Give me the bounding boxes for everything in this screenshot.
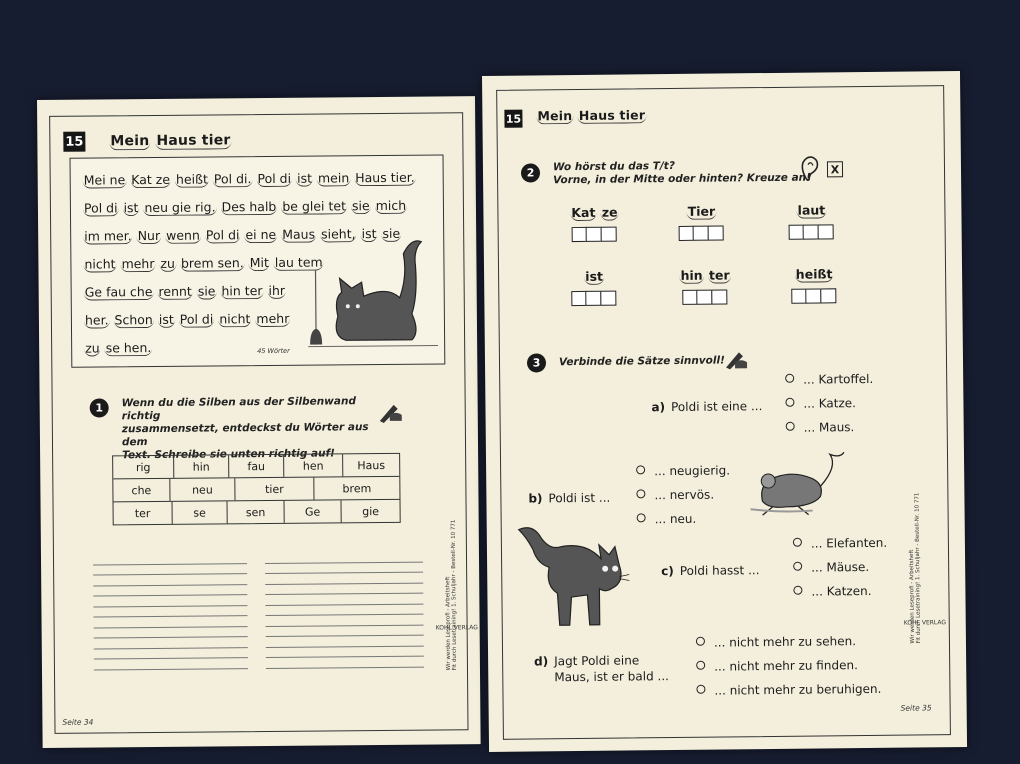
story-word: Pol di. — [213, 171, 252, 187]
title-syllable: Mein — [110, 133, 150, 150]
t-word-item: Kat ze — [561, 204, 627, 242]
publisher-logo: KOHL VERLAG — [903, 619, 947, 627]
position-boxes[interactable] — [672, 225, 732, 241]
t-word-item: Tier — [671, 203, 731, 241]
position-boxes[interactable] — [562, 226, 628, 242]
story-word: sie — [197, 283, 216, 299]
syllable-cell: gie — [362, 504, 380, 518]
story-word: Ge fau che — [84, 283, 153, 300]
story-word: Schon — [114, 311, 153, 328]
story-word: Pol di — [83, 200, 118, 216]
t-word-item: laut — [781, 202, 841, 240]
syllable-cell: neu — [170, 478, 235, 501]
page-number: Seite 34 — [62, 717, 94, 727]
pencil-hand-icon — [376, 399, 406, 425]
option-circle[interactable] — [637, 513, 646, 522]
writing-lines-left[interactable] — [93, 553, 248, 664]
title-syllable: Mein — [537, 108, 573, 124]
answer-option[interactable]: ... Mäuse. — [793, 560, 869, 575]
answer-option[interactable]: ... Katze. — [785, 396, 856, 411]
story-word: be glei tet — [282, 198, 347, 214]
syllable-cell: tier — [235, 478, 314, 501]
page-number: Seite 35 — [900, 703, 932, 713]
task-1-instruction: Wenn du die Silben aus der Silbenwand richtig zusammensetzt, entdeckst du Wörter aus dem Text. Schreibe sie unten richtig auf! — [121, 395, 369, 462]
question-b: b) Poldi ist ... — [528, 490, 611, 506]
story-word: lau tem — [274, 254, 323, 270]
story-word: sieht, — [321, 226, 356, 242]
task-2-number: 2 — [521, 163, 540, 182]
option-circle[interactable] — [785, 374, 794, 383]
syllable-cell: fau — [229, 455, 284, 477]
story-line — [83, 198, 411, 216]
answer-option[interactable]: ... nicht mehr zu beruhigen. — [696, 682, 881, 698]
title-syllable: Haus tier — [578, 107, 646, 123]
syllable-cell: che — [113, 479, 170, 501]
story-word: neu gie rig. — [144, 199, 216, 216]
syllable-cell: sen — [228, 501, 285, 523]
option-circle[interactable] — [636, 489, 645, 498]
syllable-wall — [112, 453, 401, 526]
story-word: mehr — [121, 255, 155, 272]
answer-option[interactable]: ... neugierig. — [636, 463, 730, 478]
story-word: ei ne — [245, 226, 277, 243]
story-word: Maus — [282, 226, 316, 242]
left-page — [37, 96, 481, 748]
option-circle[interactable] — [786, 422, 795, 431]
syllable-row — [113, 477, 399, 502]
story-line — [83, 254, 327, 271]
story-word: zu — [85, 340, 100, 356]
answer-option[interactable]: ... Katzen. — [793, 584, 871, 599]
option-circle[interactable] — [785, 398, 794, 407]
answer-option[interactable]: ... neu. — [637, 512, 697, 527]
answer-option[interactable]: ... Elefanten. — [793, 536, 887, 551]
arched-cat-illustration — [515, 520, 632, 633]
pencil-hand-icon — [723, 347, 751, 371]
syllable-cell: se — [173, 501, 228, 523]
writing-lines-right[interactable] — [265, 552, 424, 663]
story-word: ist — [296, 170, 313, 186]
right-page — [482, 71, 967, 752]
side-imprint: Wir werden Leseprofi - Arbeitsheft Fit durch Lesetraining! 1. Schuljahr - Bestell-Nr. 10 771 — [445, 519, 458, 671]
t-word-item: hin ter — [672, 267, 738, 305]
story-box — [70, 154, 446, 367]
lesson-number: 15 — [63, 132, 85, 152]
story-word: Pol di — [205, 227, 240, 243]
running-mouse-illustration — [742, 448, 855, 517]
option-circle[interactable] — [696, 661, 705, 670]
story-word: im mer. — [84, 228, 132, 244]
ear-icon — [799, 154, 821, 182]
option-circle[interactable] — [793, 538, 802, 547]
story-word: Kat ze — [131, 171, 171, 188]
question-d: d) Jagt Poldi eine Maus, ist er bald ... — [534, 653, 669, 685]
story-word: Pol di — [179, 311, 214, 327]
story-word: wenn — [166, 227, 200, 243]
t-word-item: heißt — [782, 266, 846, 304]
lesson-number: 15 — [504, 110, 522, 128]
option-circle[interactable] — [793, 562, 802, 571]
story-word: Des halb — [221, 198, 277, 215]
story-word: Pol di — [257, 170, 292, 187]
story-word: sie — [382, 225, 401, 241]
t-word-item: ist — [564, 269, 624, 307]
question-a: a) Poldi ist eine ... — [651, 399, 763, 415]
story-word: Nur — [137, 227, 161, 244]
word-count: 45 Wörter — [257, 346, 290, 356]
story-word: rennt — [158, 283, 192, 299]
syllable-cell: hen — [284, 454, 343, 477]
syllable-cell: ter — [114, 502, 173, 525]
option-circle[interactable] — [696, 685, 705, 694]
story-line — [83, 170, 420, 188]
syllable-cell: Haus — [357, 458, 386, 472]
task-1-number: 1 — [90, 398, 109, 417]
option-circle[interactable] — [636, 465, 645, 474]
story-word: mehr — [256, 310, 290, 327]
example-cross-box: X — [827, 161, 843, 177]
syllable-cell: rig — [113, 456, 174, 479]
option-circle[interactable] — [696, 637, 705, 646]
story-word: mein — [317, 170, 350, 186]
story-word: Haus tier. — [355, 169, 415, 186]
story-word: her. — [84, 312, 109, 328]
position-boxes[interactable] — [672, 289, 738, 305]
syllable-row — [113, 454, 399, 479]
answer-option[interactable]: ... nicht mehr zu sehen. — [696, 634, 856, 650]
side-imprint: Wir werden Leseprofi - Arbeitsheft Fit durch Lesetraining! 1. Schuljahr - Bestell-Nr. 10 771 — [908, 492, 922, 644]
option-circle[interactable] — [793, 586, 802, 595]
title-syllable: Haus tier — [156, 132, 231, 149]
task-2-instruction: Wo hörst du das T/t? Vorne, in der Mitte oder hinten? Kreuze an! — [552, 159, 811, 187]
story-line — [84, 340, 156, 356]
story-word: brem sen. — [180, 255, 244, 271]
task-3-instruction: Verbinde die Sätze sinnvoll! — [558, 354, 725, 369]
story-word: se hen. — [105, 340, 152, 356]
story-word: ist — [361, 226, 377, 242]
syllable-cell: hin — [174, 455, 229, 477]
story-word: nicht — [219, 311, 251, 327]
story-word: ihr — [268, 282, 286, 298]
page-title — [536, 107, 646, 123]
story-word: ist — [158, 311, 174, 327]
crouching-cat-illustration — [307, 236, 438, 355]
story-word: sie — [351, 198, 370, 214]
syllable-cell: brem — [342, 481, 372, 495]
story-word: mich — [375, 197, 407, 214]
answer-option[interactable]: ... Kartoffel. — [785, 372, 873, 387]
answer-option[interactable]: ... nervös. — [636, 488, 714, 503]
position-boxes[interactable] — [782, 224, 842, 240]
answer-option[interactable]: ... Maus. — [786, 420, 855, 435]
story-word: Mit — [249, 254, 269, 271]
answer-option[interactable]: ... nicht mehr zu finden. — [696, 658, 858, 674]
story-word: ist — [123, 200, 139, 216]
position-boxes[interactable] — [782, 288, 846, 304]
publisher-logo: KOHL VERLAG — [435, 624, 478, 632]
page-title — [109, 132, 231, 149]
story-word: zu — [160, 255, 176, 271]
story-line — [84, 283, 290, 300]
syllable-cell: Ge — [285, 500, 342, 522]
story-line — [84, 311, 295, 328]
story-word: Mei ne — [83, 172, 126, 188]
story-word: hin ter — [221, 283, 263, 299]
story-word: heißt — [175, 171, 208, 187]
task-3-number: 3 — [527, 353, 546, 372]
position-boxes[interactable] — [564, 291, 624, 307]
story-word: nicht — [84, 256, 116, 272]
syllable-row — [114, 500, 400, 524]
question-c: c) Poldi hasst ... — [661, 563, 760, 579]
